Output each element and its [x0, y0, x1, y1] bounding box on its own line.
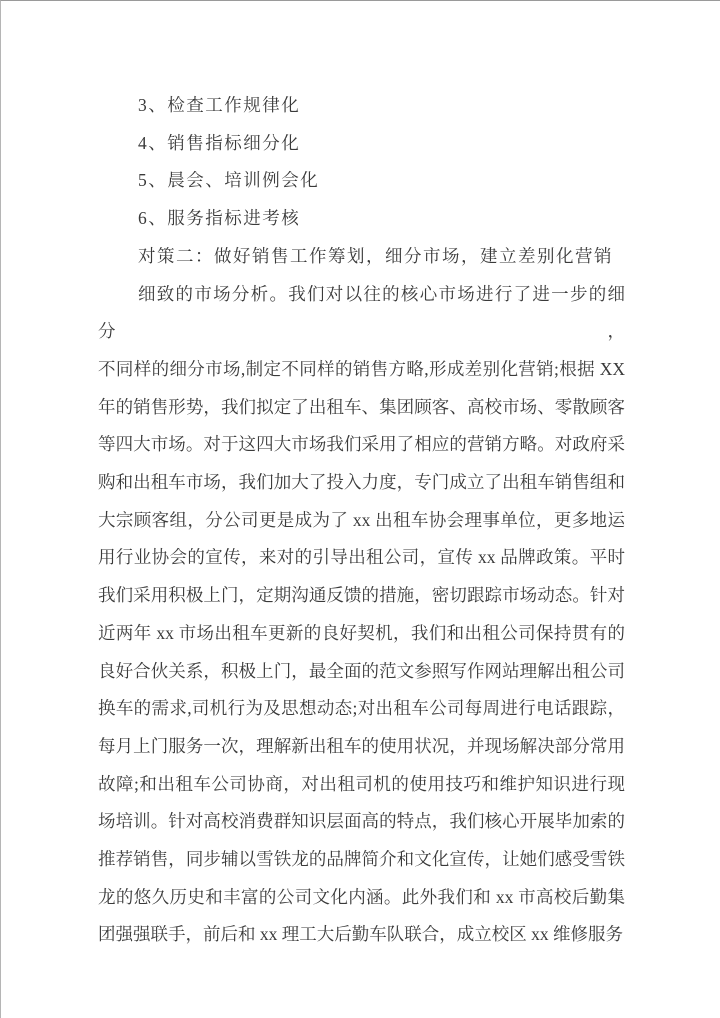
paragraph-line: 购和出租车市场，我们加大了投入力度，专门成立了出租车销售组和 — [98, 472, 625, 493]
paragraph-line: 推荐销售，同步辅以雪铁龙的品牌简介和文化宣传，让她们感受雪铁 — [98, 849, 625, 870]
paragraph-line: 不同样的细分市场,制定不同样的销售方略,形成差别化营销;根据 XX — [98, 358, 625, 379]
numbered-list-item: 6、服务指标进考核 — [138, 208, 301, 229]
paragraph-line: 场培训。针对高校消费群知识层面高的特点，我们核心开展毕加索的 — [98, 811, 625, 832]
paragraph-line: 每月上门服务一次，理解新出租车的使用状况，并现场解决部分常用 — [98, 735, 625, 756]
document-content — [1, 1, 720, 954]
numbered-list-item: 5、晨会、培训例会化 — [138, 170, 320, 191]
paragraph-line: 换车的需求,司机行为及思想动态;对出租车公司每周进行电话跟踪， — [98, 698, 625, 719]
paragraph-line: 故障;和出租车公司协商，对出租司机的使用技巧和维护知识进行现 — [98, 773, 625, 794]
numbered-list-item: 4、销售指标细分化 — [138, 132, 301, 153]
paragraph-line: 年的销售形势，我们拟定了出租车、集团顾客、高校市场、零散顾客 — [98, 396, 625, 417]
paragraph-line: 龙的悠久历史和丰富的公司文化内涵。此外我们和 xx 市高校后勤集 — [98, 886, 625, 907]
paragraph-line: 近两年 xx 市场出租车更新的良好契机，我们和出租公司保持贯有的 — [98, 622, 625, 643]
paragraph-line: 我们采用积极上门，定期沟通反馈的措施，密切跟踪市场动态。针对 — [98, 585, 625, 606]
paragraph-line: 良好合伙关系，积极上门，最全面的范文参照写作网站理解出租公司 — [98, 660, 625, 681]
numbered-list-item: 3、检查工作规律化 — [138, 95, 301, 115]
strategy-heading: 对策二：做好销售工作筹划，细分市场，建立差别化营销 — [138, 245, 613, 266]
paragraph-line: 等四大市场。对于这四大市场我们采用了相应的营销方略。对政府采 — [98, 434, 625, 455]
paragraph-line: 团强强联手，前后和 xx 理工大后勤车队联合，成立校区 xx 维修服务 — [98, 924, 623, 945]
paragraph-line: 细致的市场分析。我们对以往的核心市场进行了进一步的细分， — [98, 283, 625, 342]
paragraph-line: 用行业协会的宣传，来对的引导出租公司，宣传 xx 品牌政策。平时 — [98, 547, 625, 568]
paragraph-line: 大宗顾客组，分公司更是成为了 xx 出租车协会理事单位，更多地运 — [98, 509, 625, 530]
